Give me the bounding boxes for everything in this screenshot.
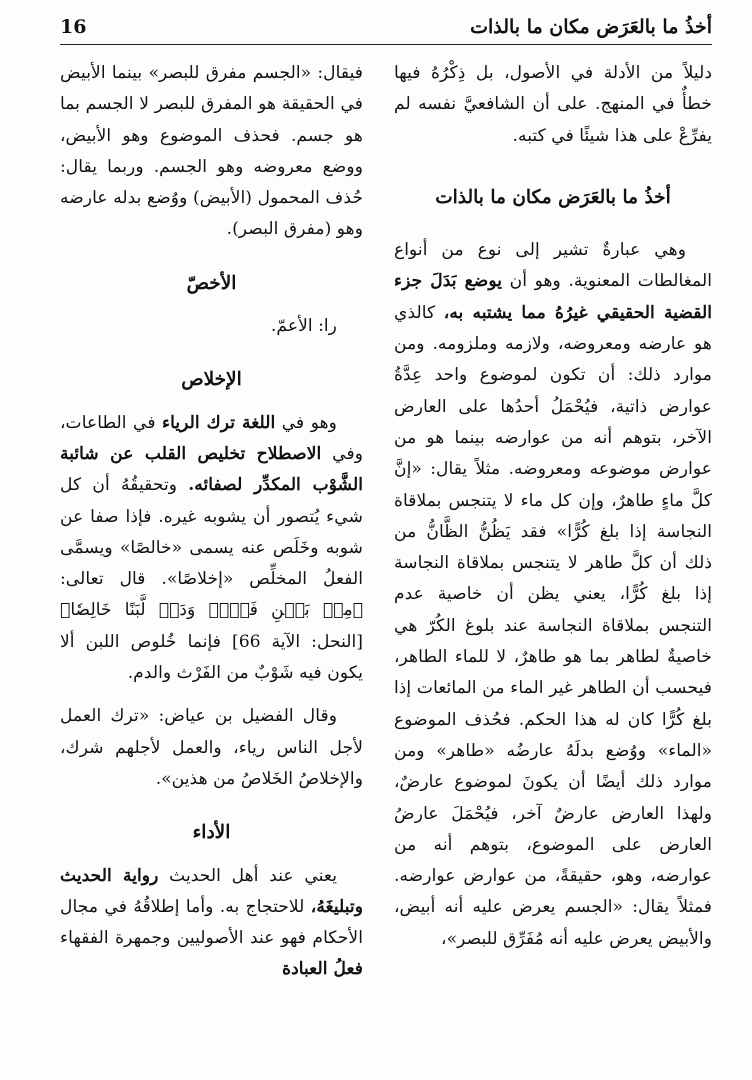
entry-heading: الأخصّ <box>186 272 237 294</box>
page-number: 16 <box>60 16 87 38</box>
paragraph: را: الأعمّ. <box>270 316 337 337</box>
entry-heading: الأداء <box>192 822 231 844</box>
bold-term: يوضع بَدَلَ جزء القضية الحقيقي غيرُهُ مما يشتبه به، <box>394 271 712 323</box>
page-header <box>60 14 712 45</box>
paragraph: دليلاً من الأدلة في الأصول، بل ذِكْرُهُ فيها خطأٌ في المنهج. على أن الشافعيَّ نفسه لم يفرِّعْ على هذا شيئًا في كتبه. <box>394 63 712 146</box>
bold-term: اللغة ترك الرياء <box>162 412 276 433</box>
paragraph: وهو في اللغة ترك الرياء في الطاعات، وفي الاصطلاح تخليص القلب عن شائبة الشَّوْب المكدِّر لصفائه. وتحقيقُهُ أن كل شيء يُتصور أن يشوبه غيره. فإذا صفا عن شوبه وخَلَص عنه يسمى «خالصًا» ويسمَّى الفعلُ المخلِّص «إخلاصًا». قال تعالى: ﴿مِنۢ بَيۡنِ فَرۡثٖ وَدَمٖ لَّبَنًا خَالِصٗا﴾ [النحل: الآية 66] فإنما خُلوص اللبن ألا يكون فيه شَوْبٌ من الفَرْث والدم. <box>60 412 363 684</box>
paragraph: يعني عند أهل الحديث رواية الحديث وتبليغَهُ، للاحتجاج به. وأما إطلاقُهُ في مجال الأحكام فهو عند الأصوليين وجمهرة الفقهاء فعلُ العبادة <box>60 865 363 980</box>
paragraph: وهي عبارةٌ تشير إلى نوع من أنواع المغالطات المعنوية. وهو أن يوضع بَدَلَ جزء القضية الحقيقي غيرُهُ مما يشتبه به، كالذي هو عارضه ومعروضه، ولازمه وملزومه. ومن موارد ذلك: أن تكون لموضوع واحد عِدَّةُ عوارض ذاتية، فيُحْمَلُ أحدُها على العارض الآخر، بتوهم أنه من عوارضه بينما هو من عوارض موضوعه ومعروضه. مثلاً يقال: «إنَّ كلَّ ماءٍ طاهرٌ، وإن كل ماء لا يتنجس بملاقاة النجاسة إذا بلغ كُرًّا» فقد يَظُنُّ الظَّانُّ من ذلك أن كلَّ طاهر لا يتنجس بملاقاة النجاسة إذا بلغ كُرًّا، يعني يظن أن خاصية عدم التنجس بملاقاة النجاسة عند بلوغ الكُرّ هي خاصيةٌ لطاهر بما هو طاهرٌ، لا للماء الطاهر، فيحسب أن الطاهر غير الماء من المائعات إذا بلغ كُرًّا كان له هذا الحكم. فحُذف الموضوع «الماء» ووُضع بدلَهُ عارضُه «طاهر» ومن موارد ذلك أيضًا أن يكونَ لموضوع عارضٌ، ولهذا العارض عارضٌ آخر، فيُحْمَلَ عارضُ العارض على الموضوع، بتوهم أنه من عوارضه، وهو، حقيقةً، من عوارض عوارضه. فمثلاً يقال: «الجسم يعرض عليه أنه أبيض، والأبيض يعرض عليه أنه مُفَرِّق للبصر»، <box>394 240 712 949</box>
entry-heading: أخذُ ما بالعَرَض مكان ما بالذات <box>435 186 671 208</box>
paragraph: فيقال: «الجسم مفرق للبصر» بينما الأبيض في الحقيقة هو المفرق للبصر لا الجسم بما هو جسم. فحذف الموضوع وهو الأبيض، ووضع معروضه وهو الجسم. وربما يقال: حُذف المحمول (الأبيض) ووُضع بدله عارضه وهو (مفرق البصر). <box>60 63 363 240</box>
bold-term: رواية الحديث وتبليغَهُ، <box>60 865 363 917</box>
running-title: أخذُ ما بالعَرَض مكان ما بالذات <box>470 16 712 38</box>
left-column <box>60 58 363 986</box>
right-column <box>394 58 712 955</box>
paragraph: وقال الفضيل بن عياض: «ترك العمل لأجل الناس رياء، والعمل لأجلهم شرك، والإخلاصُ الخَلاصُ من هذين». <box>60 706 363 789</box>
bold-term: الاصطلاح تخليص القلب عن شائبة الشَّوْب المكدِّر لصفائه. <box>60 443 363 496</box>
bold-term: فعلُ العبادة <box>282 959 363 980</box>
entry-heading: الإخلاص <box>181 369 242 391</box>
